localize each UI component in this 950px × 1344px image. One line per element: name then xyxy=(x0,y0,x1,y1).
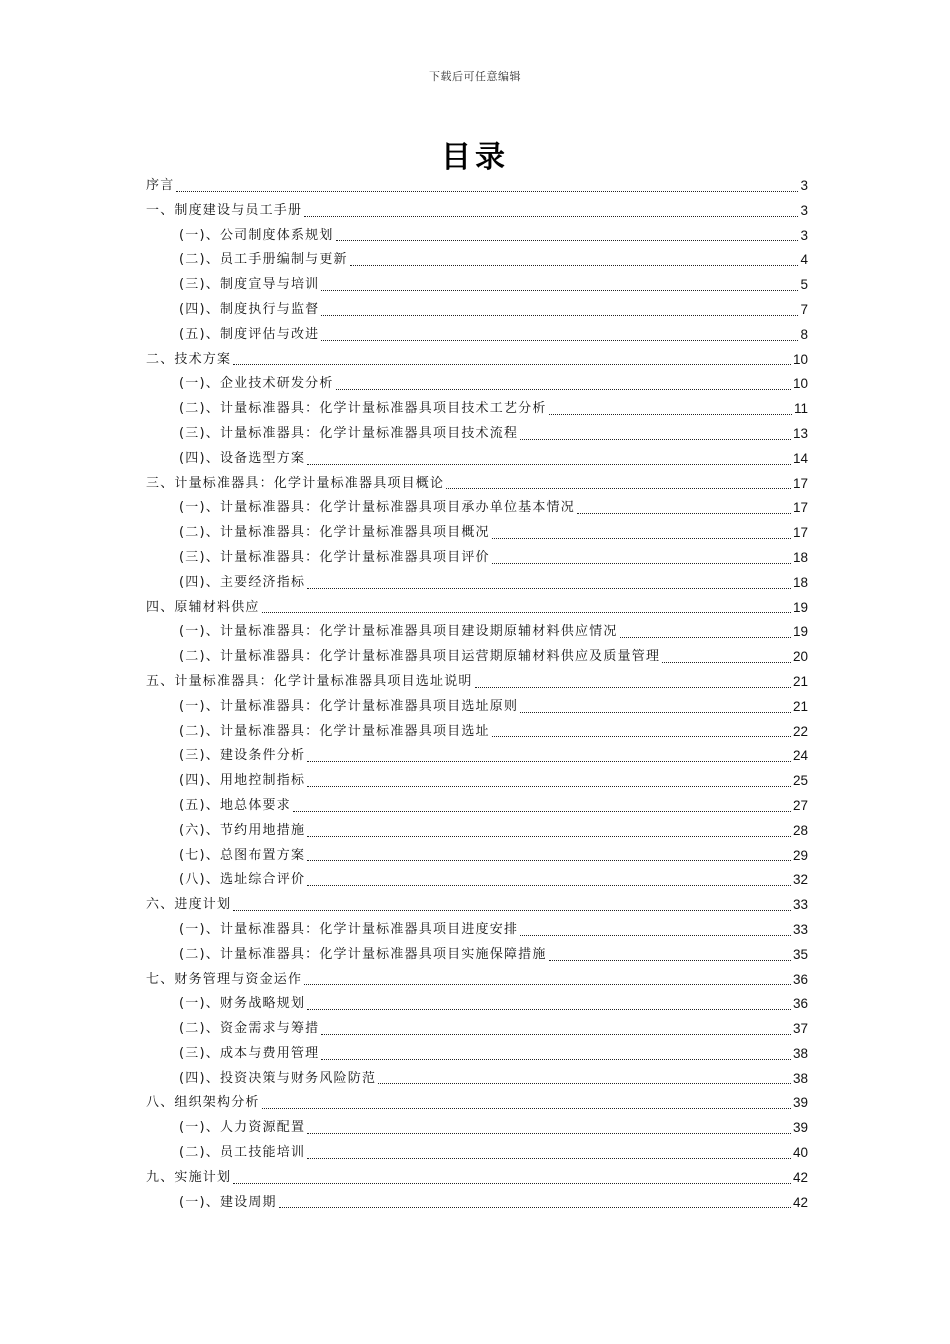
toc-entry-label: 三、计量标准器具：化学计量标准器具项目概论 xyxy=(146,475,445,491)
toc-entry-page-number: 19 xyxy=(792,624,808,640)
toc-entry-page-number: 18 xyxy=(792,574,808,590)
toc-entry-page-number: 11 xyxy=(793,401,808,417)
toc-entry-label: 四、原辅材料供应 xyxy=(146,599,260,615)
toc-dot-leader xyxy=(321,290,798,291)
toc-entry-label: (五)、地总体要求 xyxy=(179,797,291,813)
toc-entry[interactable] xyxy=(146,1141,808,1166)
toc-dot-leader xyxy=(336,240,799,241)
toc-entry[interactable] xyxy=(146,992,808,1017)
toc-dot-leader xyxy=(304,216,798,217)
toc-dot-leader xyxy=(620,637,791,638)
toc-dot-leader xyxy=(279,1207,791,1208)
toc-dot-leader xyxy=(304,984,791,985)
toc-dot-leader xyxy=(307,1158,791,1159)
toc-entry-page-number: 20 xyxy=(792,649,808,665)
toc-entry-page-number: 38 xyxy=(792,1045,808,1061)
toc-entry-label: (一)、公司制度体系规划 xyxy=(179,227,334,243)
toc-entry[interactable] xyxy=(146,472,808,497)
toc-dot-leader xyxy=(577,513,791,514)
toc-entry-label: (四)、制度执行与监督 xyxy=(179,301,320,317)
toc-entry[interactable] xyxy=(146,620,808,645)
toc-entry-label: (一)、计量标准器具：化学计量标准器具项目进度安排 xyxy=(179,921,519,937)
toc-dot-leader xyxy=(378,1083,791,1084)
toc-entry-page-number: 32 xyxy=(792,872,808,888)
toc-entry-page-number: 39 xyxy=(792,1095,808,1111)
toc-entry-label: (二)、计量标准器具：化学计量标准器具项目实施保障措施 xyxy=(179,946,547,962)
toc-entry-page-number: 36 xyxy=(792,996,808,1012)
toc-dot-leader xyxy=(176,191,798,192)
toc-dot-leader xyxy=(336,389,791,390)
toc-dot-leader xyxy=(492,563,791,564)
toc-entry[interactable] xyxy=(146,819,808,844)
toc-dot-leader xyxy=(307,1133,791,1134)
toc-entry-label: (一)、计量标准器具：化学计量标准器具项目承办单位基本情况 xyxy=(179,500,575,516)
toc-entry-label: (七)、总图布置方案 xyxy=(179,847,306,863)
toc-entry[interactable] xyxy=(146,769,808,794)
toc-entry[interactable] xyxy=(146,521,808,546)
toc-entry-label: (一)、计量标准器具：化学计量标准器具项目选址原则 xyxy=(179,698,519,714)
toc-entry-label: (一)、人力资源配置 xyxy=(179,1120,306,1136)
toc-entry[interactable] xyxy=(146,596,808,621)
toc-entry-page-number: 17 xyxy=(792,475,808,491)
toc-entry-label: 九、实施计划 xyxy=(146,1169,232,1185)
toc-entry[interactable] xyxy=(146,794,808,819)
toc-entry[interactable] xyxy=(146,248,808,273)
toc-entry-page-number: 42 xyxy=(792,1194,808,1210)
toc-entry[interactable] xyxy=(146,844,808,869)
toc-entry-page-number: 10 xyxy=(792,351,808,367)
toc-dot-leader xyxy=(492,538,791,539)
toc-entry[interactable] xyxy=(146,496,808,521)
toc-entry-label: (四)、投资决策与财务风险防范 xyxy=(179,1070,377,1086)
toc-dot-leader xyxy=(262,612,791,613)
toc-dot-leader xyxy=(293,811,791,812)
toc-entry-page-number: 33 xyxy=(792,897,808,913)
toc-entry-label: (一)、财务战略规划 xyxy=(179,996,306,1012)
toc-entry-label: (五)、制度评估与改进 xyxy=(179,326,320,342)
toc-entry-label: 六、进度计划 xyxy=(146,897,232,913)
toc-entry-page-number: 3 xyxy=(800,202,808,218)
toc-entry-page-number: 3 xyxy=(800,178,808,193)
toc-dot-leader xyxy=(662,662,791,663)
toc-entry[interactable] xyxy=(146,273,808,298)
toc-entry-label: (二)、计量标准器具：化学计量标准器具项目概况 xyxy=(179,525,490,541)
toc-entry-label: (二)、资金需求与筹措 xyxy=(179,1021,320,1037)
toc-dot-leader xyxy=(520,439,791,440)
toc-entry-page-number: 24 xyxy=(792,748,808,764)
toc-entry-label: 一、制度建设与员工手册 xyxy=(146,202,303,218)
toc-entry[interactable] xyxy=(146,670,808,695)
toc-entry-label: (三)、计量标准器具：化学计量标准器具项目评价 xyxy=(179,549,490,565)
toc-entry-label: (八)、选址综合评价 xyxy=(179,872,306,888)
toc-entry-page-number: 29 xyxy=(792,847,808,863)
toc-dot-leader xyxy=(549,414,792,415)
toc-entry-page-number: 42 xyxy=(792,1169,808,1185)
toc-entry[interactable] xyxy=(146,397,808,422)
toc-dot-leader xyxy=(307,860,791,861)
toc-entry-page-number: 38 xyxy=(792,1070,808,1086)
toc-entry[interactable] xyxy=(146,968,808,993)
toc-entry[interactable] xyxy=(146,571,808,596)
toc-entry-page-number: 18 xyxy=(792,549,808,565)
toc-entry[interactable] xyxy=(146,868,808,893)
toc-entry[interactable] xyxy=(146,1091,808,1116)
toc-entry-label: (二)、员工技能培训 xyxy=(179,1145,306,1161)
toc-entry[interactable] xyxy=(146,943,808,968)
toc-entry[interactable] xyxy=(146,447,808,472)
toc-entry-page-number: 33 xyxy=(792,921,808,937)
toc-entry-label: (四)、设备选型方案 xyxy=(179,450,306,466)
toc-dot-leader xyxy=(307,464,791,465)
toc-dot-leader xyxy=(321,340,798,341)
toc-entry-page-number: 5 xyxy=(800,277,808,293)
toc-entry[interactable] xyxy=(146,546,808,571)
toc-entry[interactable] xyxy=(146,323,808,348)
toc-entry-page-number: 21 xyxy=(792,698,808,714)
toc-entry[interactable] xyxy=(146,348,808,373)
toc-dot-leader xyxy=(307,588,791,589)
toc-entry-label: (一)、计量标准器具：化学计量标准器具项目建设期原辅材料供应情况 xyxy=(179,624,618,640)
toc-entry[interactable] xyxy=(146,1166,808,1191)
toc-entry[interactable] xyxy=(146,645,808,670)
toc-dot-leader xyxy=(233,364,791,365)
toc-entry-label: (三)、制度宣导与培训 xyxy=(179,277,320,293)
toc-entry-label: (六)、节约用地措施 xyxy=(179,822,306,838)
toc-entry[interactable] xyxy=(146,199,808,224)
toc-entry[interactable] xyxy=(146,720,808,745)
toc-entry-page-number: 14 xyxy=(792,450,808,466)
toc-entry-label: 五、计量标准器具：化学计量标准器具项目选址说明 xyxy=(146,673,473,689)
toc-dot-leader xyxy=(321,1059,791,1060)
toc-entry[interactable] xyxy=(146,422,808,447)
toc-entry-label: (三)、计量标准器具：化学计量标准器具项目技术流程 xyxy=(179,425,519,441)
toc-entry[interactable] xyxy=(146,1116,808,1141)
toc-dot-leader xyxy=(307,761,791,762)
toc-entry[interactable] xyxy=(146,1067,808,1092)
toc-entry-page-number: 8 xyxy=(800,326,808,342)
toc-entry[interactable] xyxy=(146,224,808,249)
toc-entry-page-number: 19 xyxy=(792,599,808,615)
toc-dot-leader xyxy=(307,786,791,787)
toc-dot-leader xyxy=(492,736,791,737)
toc-entry-page-number: 7 xyxy=(800,301,808,317)
toc-entry[interactable] xyxy=(146,695,808,720)
toc-entry-page-number: 37 xyxy=(792,1021,808,1037)
toc-entry-label: (二)、计量标准器具：化学计量标准器具项目技术工艺分析 xyxy=(179,401,547,417)
toc-dot-leader xyxy=(350,265,799,266)
toc-dot-leader xyxy=(233,1183,791,1184)
toc-entry[interactable] xyxy=(146,372,808,397)
table-of-contents xyxy=(146,174,808,1215)
toc-dot-leader xyxy=(549,960,791,961)
toc-entry-label: (二)、计量标准器具：化学计量标准器具项目选址 xyxy=(179,723,490,739)
toc-dot-leader xyxy=(475,687,791,688)
toc-entry[interactable] xyxy=(146,744,808,769)
toc-title: 目录 xyxy=(441,140,509,175)
toc-entry-label: 七、财务管理与资金运作 xyxy=(146,971,303,987)
toc-entry-page-number: 21 xyxy=(792,673,808,689)
toc-entry-page-number: 28 xyxy=(792,822,808,838)
toc-entry-label: 八、组织架构分析 xyxy=(146,1095,260,1111)
toc-dot-leader xyxy=(520,712,791,713)
toc-entry-page-number: 22 xyxy=(792,723,808,739)
toc-entry-page-number: 3 xyxy=(800,227,808,243)
toc-dot-leader xyxy=(233,910,791,911)
header-note: 下载后可任意编辑 xyxy=(429,70,521,83)
toc-entry[interactable] xyxy=(146,1042,808,1067)
toc-entry-label: (三)、成本与费用管理 xyxy=(179,1045,320,1061)
toc-entry-page-number: 36 xyxy=(792,971,808,987)
toc-entry[interactable] xyxy=(146,174,808,199)
toc-entry-page-number: 35 xyxy=(792,946,808,962)
toc-dot-leader xyxy=(520,935,791,936)
toc-entry[interactable] xyxy=(146,298,808,323)
toc-entry-label: (四)、主要经济指标 xyxy=(179,574,306,590)
toc-entry-page-number: 10 xyxy=(792,376,808,392)
toc-entry-label: (三)、建设条件分析 xyxy=(179,748,306,764)
toc-entry-page-number: 39 xyxy=(792,1120,808,1136)
toc-entry-page-number: 17 xyxy=(792,500,808,516)
toc-entry-page-number: 17 xyxy=(792,525,808,541)
toc-entry-page-number: 13 xyxy=(792,425,808,441)
toc-entry-page-number: 40 xyxy=(792,1145,808,1161)
toc-entry-page-number: 4 xyxy=(800,252,808,268)
toc-entry-label: 序言 xyxy=(146,178,175,193)
toc-entry-label: (一)、企业技术研发分析 xyxy=(179,376,334,392)
toc-entry-page-number: 27 xyxy=(792,797,808,813)
toc-entry[interactable] xyxy=(146,893,808,918)
toc-entry-label: (一)、建设周期 xyxy=(179,1194,277,1210)
toc-dot-leader xyxy=(262,1108,791,1109)
toc-dot-leader xyxy=(307,885,791,886)
toc-entry-label: 二、技术方案 xyxy=(146,351,232,367)
toc-entry-label: (二)、员工手册编制与更新 xyxy=(179,252,348,268)
toc-dot-leader xyxy=(446,488,791,489)
toc-dot-leader xyxy=(307,1009,791,1010)
toc-entry-label: (四)、用地控制指标 xyxy=(179,773,306,789)
toc-entry-label: (二)、计量标准器具：化学计量标准器具项目运营期原辅材料供应及质量管理 xyxy=(179,649,661,665)
toc-dot-leader xyxy=(321,1034,791,1035)
toc-dot-leader xyxy=(307,836,791,837)
toc-dot-leader xyxy=(321,315,798,316)
toc-entry[interactable] xyxy=(146,1017,808,1042)
toc-entry-page-number: 25 xyxy=(792,773,808,789)
toc-entry[interactable] xyxy=(146,1191,808,1216)
toc-entry[interactable] xyxy=(146,918,808,943)
